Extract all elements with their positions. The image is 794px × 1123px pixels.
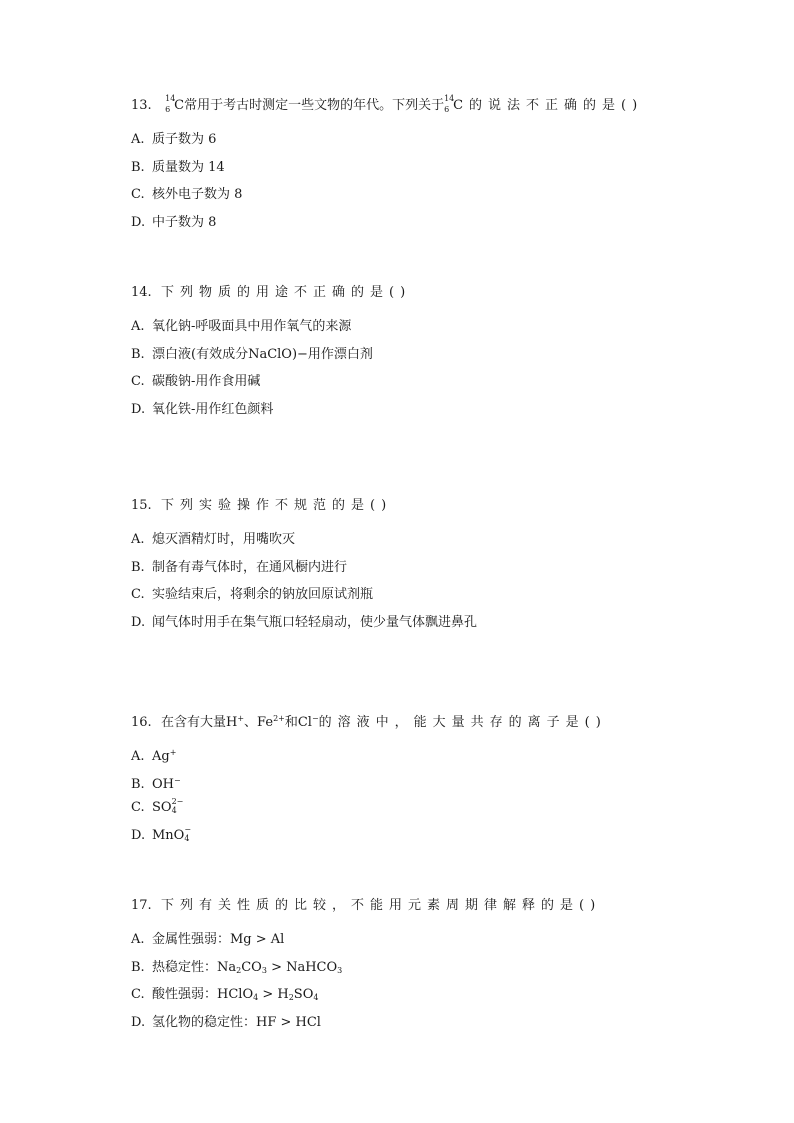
ion-charge: − 4 (184, 824, 192, 843)
question-number: 16. (131, 715, 152, 730)
question-title: 16. 在含有大量H+、$Fe^{2+}$和Cl−的溶液中，能大量共存的离子是() (131, 708, 751, 730)
option-b: B. 漂白液(有效成分NaClO)−用作漂白剂 (131, 346, 373, 362)
question-number: 17. (131, 898, 152, 913)
option-c: C. 酸性强弱：HClO$_4$ > $H_2SO_4$ (131, 987, 319, 1002)
question-number: 14. (131, 285, 152, 300)
question-16 (131, 708, 751, 849)
question-14 (131, 282, 751, 423)
option-c: C. 实验结束后，将剩余的钠放回原试剂瓶 (131, 587, 374, 602)
isotope-notation: 14 6 (444, 94, 455, 114)
option-c: C. 核外电子数为 8 (131, 187, 243, 202)
question-number: 13. (131, 98, 152, 113)
question-17 (131, 895, 751, 1036)
option-a: A. 质子数为 6 (131, 132, 217, 147)
option-a: A. 熄灭酒精灯时，用嘴吹灭 (131, 532, 296, 547)
question-15 (131, 495, 751, 636)
option-c: C. SO 2− 4 (131, 797, 184, 815)
option-b: B. 热稳定性：$Na_2CO_3$ > NaHCO$_3$ (131, 959, 343, 975)
option-b: B. 质量数为 14 (131, 159, 225, 175)
option-d: D. 氧化铁-用作红色颜料 (131, 401, 274, 417)
isotope-notation: 14 6 (165, 94, 176, 114)
option-a: A. 金属性强弱：Mg > Al (131, 932, 285, 947)
option-a: A. 氧化钠-呼吸面具中用作氧气的来源 (131, 319, 352, 334)
question-title: 17. 下列有关性质的比较，不能用元素周期律解释的是() (131, 895, 751, 917)
option-d: D. 中子数为 8 (131, 214, 217, 230)
option-b: B. OH− (131, 775, 181, 792)
question-number: 15. (131, 498, 152, 513)
option-d: D. 氢化物的稳定性：HF > HCl (131, 1014, 321, 1030)
option-d: D. MnO − 4 (131, 822, 751, 850)
question-title: 14. 下列物质的用途不正确的是() (131, 282, 751, 304)
question-title: 15. 下列实验操作不规范的是() (131, 495, 751, 517)
option-a: A. Ag+ (131, 748, 177, 764)
option-b: B. 制备有毒气体时，在通风橱内进行 (131, 559, 348, 575)
option-c: C. 碳酸钠-用作食用碱 (131, 374, 261, 389)
question-title: 13. 14 6 C常用于考古时测定一些文物的年代。下列关于 14 6 C的说法不正确的是() (131, 95, 751, 117)
question-13 (131, 95, 751, 236)
ion-charge: 2− 4 (171, 797, 184, 815)
option-d: D. 闻气体时用手在集气瓶口轻轻扇动，使少量气体飘进鼻孔 (131, 614, 478, 630)
